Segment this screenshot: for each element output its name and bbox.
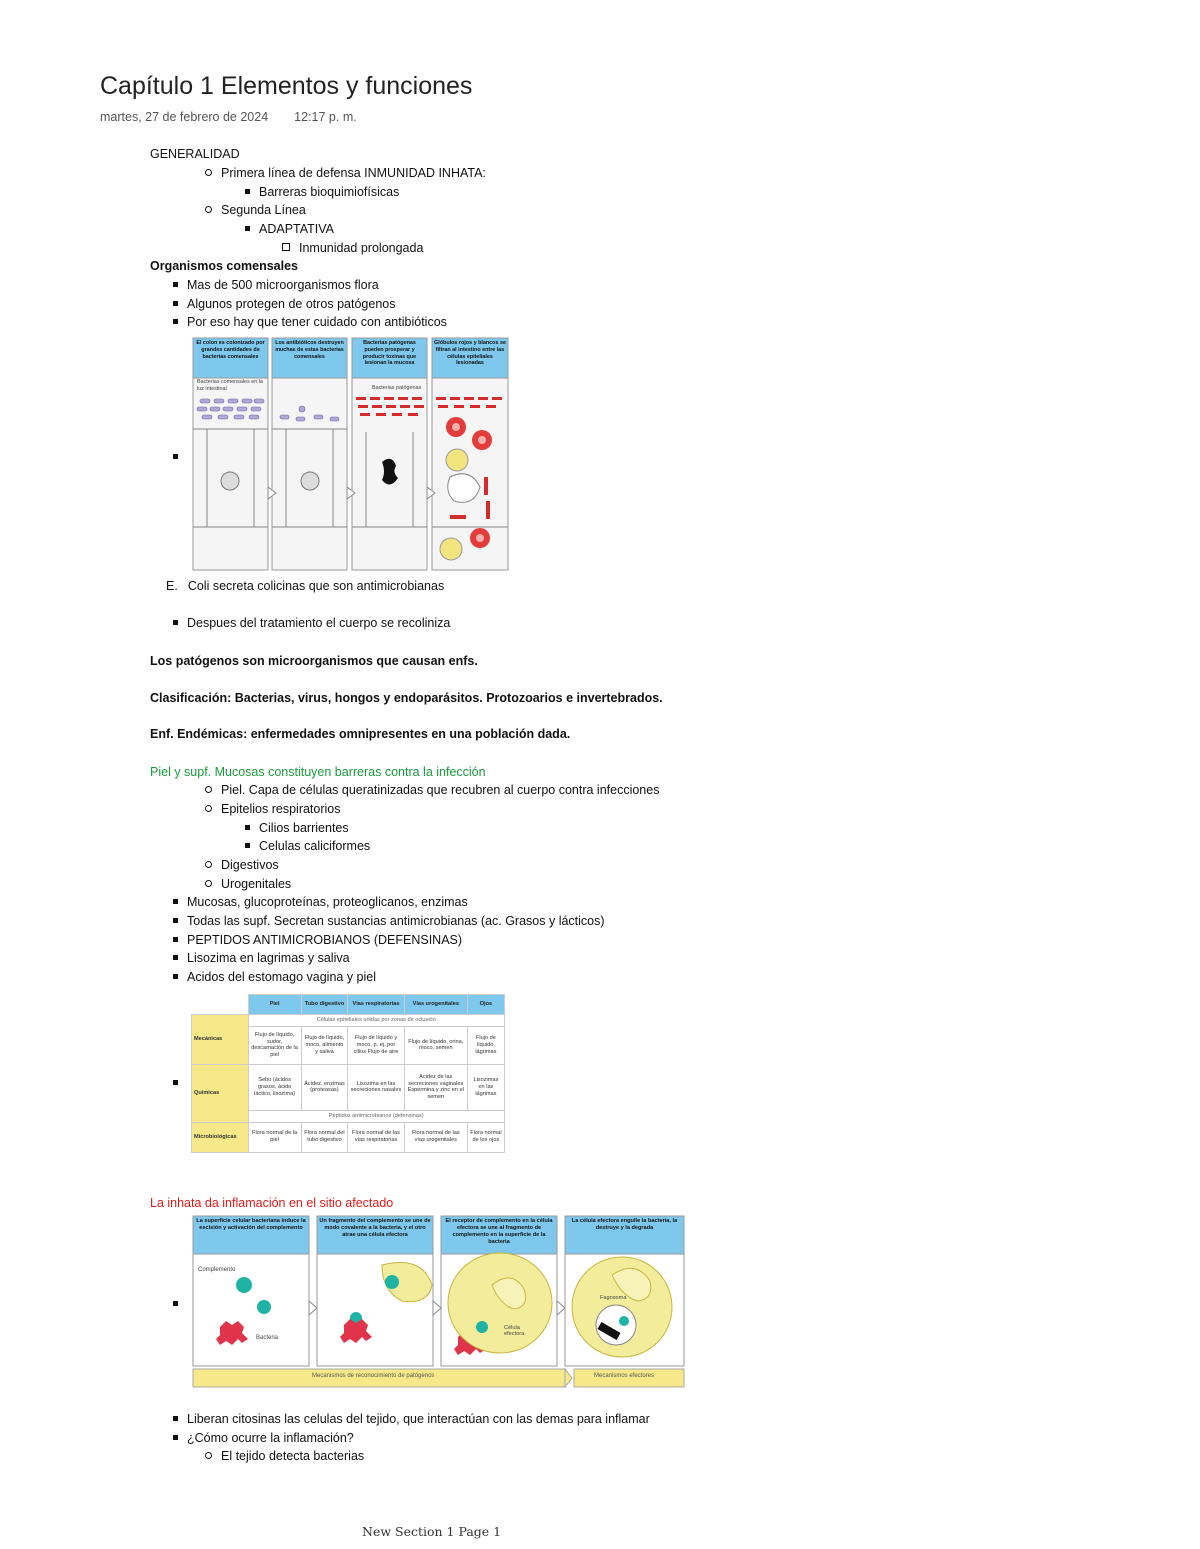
list-item: Primera línea de defensa INMUNIDAD INHATA:: [205, 166, 486, 180]
circle-bullet-icon: [205, 1452, 212, 1459]
list-item: Los patógenos son microorganismos que causan enfs.: [150, 654, 478, 668]
list-item: Inmunidad prolongada: [282, 241, 423, 255]
complement-bound: [385, 1275, 399, 1289]
page-date: martes, 27 de febrero de 2024: [100, 110, 269, 124]
list-item: Digestivos: [205, 858, 279, 872]
table-cell: Acidez de las secreciones vaginales Espermina y zinc en el semen: [404, 1064, 467, 1110]
list-item: Lisozima en lagrimas y saliva: [173, 951, 350, 965]
table-cell: Ácidez, enzimas (proteasas): [301, 1064, 348, 1110]
circle-bullet-icon: [205, 880, 212, 887]
fig3-panel-caption: El receptor de complemento en la célula efectora se une al fragmento de complemento en la superficie de la bacteria: [445, 1218, 553, 1245]
square-bullet-icon: [173, 937, 178, 942]
list-item: Acidos del estomago vagina y piel: [173, 970, 376, 984]
fig3-label-celula: Célula efectora: [504, 1325, 525, 1337]
square-bullet-icon: [245, 189, 250, 194]
square-bullet-icon: [173, 301, 178, 306]
page-footer: New Section 1 Page 1: [362, 1524, 502, 1539]
list-item: Liberan citosinas las celulas del tejido, que interactúan con las demas para inflamar: [173, 1412, 650, 1426]
list-item: ¿Cómo ocurre la inflamación?: [173, 1431, 354, 1445]
circle-bullet-icon: [205, 805, 212, 812]
list-item: Celulas caliciformes: [245, 839, 370, 853]
table-col-header: Ojos: [467, 995, 504, 1015]
list-item: [173, 1297, 187, 1311]
fig3-footer-right: Mecanismos efectores: [594, 1373, 655, 1379]
page-title: Capítulo 1 Elementos y funciones: [100, 72, 473, 100]
list-item: ADAPTATIVA: [245, 222, 334, 236]
list-item: Clasificación: Bacterias, virus, hongos y endoparásitos. Protozoarios e invertebrados.: [150, 691, 663, 705]
circle-bullet-icon: [205, 786, 212, 793]
table-cell: Flujo de líquido y moco, p. ej. por cilios Flujo de aire: [348, 1026, 405, 1064]
square-bullet-icon: [173, 955, 178, 960]
colon-colonization-figure: [192, 337, 509, 571]
list-item: Cilios barrientes: [245, 821, 349, 835]
square-bullet-icon: [173, 319, 178, 324]
list-item: GENERALIDAD: [150, 147, 240, 161]
table-cell: Sebo (ácidos grasos, ácido láctico, lisozima): [248, 1064, 301, 1110]
fig3-panel-caption: Un fragmento del complemento se une de modo covalente a la bacteria, y el otro atrae una célula efectora: [319, 1218, 431, 1238]
table-cell: Flujo de líquido, moco, alimento y saliva: [301, 1026, 348, 1064]
square-bullet-icon: [173, 1301, 178, 1306]
list-item: E. Coli secreta colicinas que son antimicrobianas: [166, 579, 445, 593]
list-item: Enf. Endémicas: enfermedades omnipresentes en una población dada.: [150, 727, 571, 741]
table-cell: Flora normal de la piel: [248, 1122, 301, 1152]
square-bullet-icon: [173, 918, 178, 923]
list-item: Por eso hay que tener cuidado con antibióticos: [173, 315, 447, 329]
fig1-panel-caption: Bacterias patógenas pueden prosperar y producir toxinas que lesionan la mucosa: [362, 340, 417, 367]
table-cell: Lisozimas en las lágrimas: [467, 1064, 504, 1110]
hollow-square-bullet-icon: [282, 243, 290, 251]
section-heading: La inhata da inflamación en el sitio afectado: [150, 1196, 394, 1210]
list-item: El tejido detecta bacterias: [205, 1449, 364, 1463]
fig1-panel-caption: Glóbulos rojos y blancos se filtran al intestino entre las células epiteliales lesionadas: [434, 340, 506, 367]
complement-figure-svg: [192, 1215, 685, 1388]
complement-figure: [192, 1215, 685, 1388]
table-col-header: Vías respiratorias: [348, 995, 405, 1015]
square-bullet-icon: [173, 1080, 178, 1085]
fig3-label-fagosoma: Fagosoma: [600, 1295, 627, 1301]
square-bullet-icon: [173, 899, 178, 904]
list-item: Epitelios respiratorios: [205, 802, 341, 816]
fig3-panel-caption: La superficie celular bacteriana induce la escisión y activación del complemento: [196, 1218, 306, 1231]
list-item: PEPTIDOS ANTIMICROBIANOS (DEFENSINAS): [173, 933, 462, 947]
list-item: Algunos protegen de otros patógenos: [173, 297, 396, 311]
barriers-table: [191, 994, 505, 1153]
fig1-label-commensal: Bacterias comensales en la luz intestinal: [197, 379, 263, 393]
table-cell: Lisozima en las secreciones nasales: [348, 1064, 405, 1110]
list-item: Barreras bioquimiofísicas: [245, 185, 399, 199]
list-item: [173, 1076, 187, 1090]
table-col-header: Piel: [248, 995, 301, 1015]
page-time: 12:17 p. m.: [294, 110, 357, 124]
fig3-panel-caption: La célula efectora engulle la bacteria, la destruye y la degrada: [571, 1218, 678, 1231]
square-bullet-icon: [173, 1435, 178, 1440]
section-heading: Piel y supf. Mucosas constituyen barreras contra la infección: [150, 765, 486, 779]
table-row-header: Mecánicas: [192, 1015, 249, 1065]
list-item: Segunda Línea: [205, 203, 306, 217]
list-item: Todas las supf. Secretan sustancias antimicrobianas (ac. Grasos y lácticos): [173, 914, 605, 928]
list-item: Urogenitales: [205, 877, 291, 891]
list-item: Mas de 500 microorganismos flora: [173, 278, 379, 292]
list-item: Organismos comensales: [150, 259, 298, 273]
barriers-table-figure: [191, 994, 505, 1169]
table-span-cell: Células epiteliales unidas por zonas de oclusión: [248, 1015, 505, 1027]
table-cell: Flora normal de los ojos: [467, 1122, 504, 1152]
fig1-panel-caption: Los antibióticos destruyen muchas de estas bacterias comensales: [275, 340, 344, 360]
page-meta: [100, 110, 357, 124]
table-cell: Flujo de líquido, orina, moco, semen: [404, 1026, 467, 1064]
list-item: Piel. Capa de células queratinizadas que recubren al cuerpo contra infecciones: [205, 783, 659, 797]
effector-cell: [448, 1253, 552, 1353]
square-bullet-icon: [173, 1416, 178, 1421]
circle-bullet-icon: [205, 169, 212, 176]
table-row-header: Químicas: [192, 1064, 249, 1122]
square-bullet-icon: [245, 825, 250, 830]
table-col-header: Vías urogenitales: [404, 995, 467, 1015]
square-bullet-icon: [173, 620, 178, 625]
table-cell: Flora normal de las vías urogenitales: [404, 1122, 467, 1152]
table-row-header: Microbiológicas: [192, 1122, 249, 1152]
fig1-panel-caption: El colon es colonizado por grandes cantidades de bacterias comensales: [196, 340, 265, 360]
table-cell: Flora normal del tubo digestivo: [301, 1122, 348, 1152]
list-item: [173, 450, 187, 464]
list-item: Despues del tratamiento el cuerpo se recoliniza: [173, 616, 450, 630]
circle-bullet-icon: [205, 861, 212, 868]
table-col-header: Tubo digestivo: [301, 995, 348, 1015]
fig3-footer-left: Mecanismos de reconocimiento de patógenos: [312, 1373, 435, 1379]
square-bullet-icon: [173, 974, 178, 979]
list-item: Mucosas, glucoproteínas, proteoglicanos, enzimas: [173, 895, 468, 909]
fig1-label-pathogenic: Bacterias patógenas: [372, 385, 422, 391]
colon-figure-svg: [192, 337, 509, 571]
table-span-cell: Péptidos antimicrobianos (defensinas): [248, 1110, 505, 1122]
fig3-label-complemento: Complemento: [198, 1267, 236, 1273]
fig3-label-bacteria: Bacteria: [256, 1335, 279, 1341]
square-bullet-icon: [245, 226, 250, 231]
square-bullet-icon: [173, 454, 178, 459]
circle-bullet-icon: [205, 206, 212, 213]
table-cell: Flujo de líquido, lágrimas: [467, 1026, 504, 1064]
table-cell: Flora normal de las vías respiratorias: [348, 1122, 405, 1152]
table-cell: Flujo de líquido, sudor, descamación de la piel: [248, 1026, 301, 1064]
square-bullet-icon: [173, 282, 178, 287]
square-bullet-icon: [245, 843, 250, 848]
